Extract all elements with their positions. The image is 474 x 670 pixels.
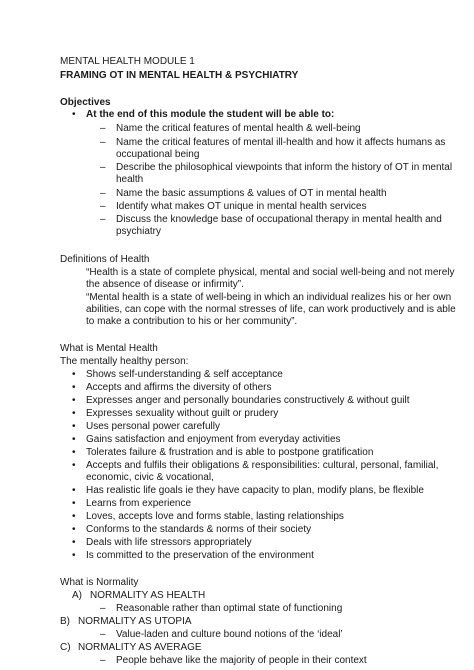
trait-item: Uses personal power carefully [86,421,220,432]
definition-line: to make a contribution to his or her community”. [86,316,298,327]
bullet-icon: • [72,485,76,496]
normality-label: NORMALITY AS AVERAGE [78,642,202,653]
trait-item: Expresses sexuality without guilt or prudery [86,408,279,419]
dash-icon: – [100,655,106,666]
bullet-icon: • [72,524,76,535]
objectives-heading: Objectives [60,97,111,108]
normality-marker: A) [72,590,82,601]
module-subtitle: FRAMING OT IN MENTAL HEALTH & PSYCHIATRY [60,70,299,81]
normality-sub: Reasonable rather than optimal state of functioning [116,603,343,614]
bullet-icon: • [72,537,76,548]
objective-item: Name the critical features of mental health & well-being [116,123,361,134]
definition-line: abilities, can cope with the normal stresses of life, can work productively and is able [86,304,456,315]
definition-line: the absence of disease or infirmity”. [86,279,244,290]
normality-label: NORMALITY AS HEALTH [90,590,206,601]
trait-item: Loves, accepts love and forms stable, lasting relationships [86,511,344,522]
objectives-lead: At the end of this module the student will be able to: [86,109,335,120]
dash-icon: – [100,629,106,640]
bullet-icon: • [72,109,76,120]
definitions-heading: Definitions of Health [60,254,150,265]
dash-icon: – [100,162,106,173]
trait-item: Learns from experience [86,498,192,509]
trait-item: Expresses anger and personally boundaries constructively & without guilt [86,395,410,406]
trait-item: Has realistic life goals ie they have capacity to plan, modify plans, be flexible [86,485,424,496]
trait-item: Accepts and affirms the diversity of others [86,382,272,393]
bullet-icon: • [72,460,76,471]
objective-item: Describe the philosophical viewpoints that inform the history of OT in mental [116,162,453,173]
trait-item: Is committed to the preservation of the environment [86,550,314,561]
bullet-icon: • [72,395,76,406]
bullet-icon: • [72,550,76,561]
objective-item: Name the basic assumptions & values of OT in mental health [116,188,387,199]
bullet-icon: • [72,447,76,458]
dash-icon: – [100,201,106,212]
bullet-icon: • [72,421,76,432]
trait-item: Deals with life stressors appropriately [86,537,252,548]
normality-sub: People behave like the majority of people in their context [116,655,367,666]
bullet-icon: • [72,498,76,509]
dash-icon: – [100,137,106,148]
trait-item: economic, civic & vocational, [86,472,214,483]
definition-line: “Mental health is a state of well-being in which an individual realizes his or her own [86,292,452,303]
normality-heading: What is Normality [60,577,139,588]
normality-marker: B) [60,616,70,627]
objective-item: Name the critical features of mental ill-health and how it affects humans as [116,137,446,148]
trait-item: Gains satisfaction and enjoyment from everyday activities [86,434,341,445]
module-title: MENTAL HEALTH MODULE 1 [60,56,195,67]
mental-health-lead: The mentally healthy person: [60,356,189,367]
trait-item: Shows self-understanding & self acceptance [86,369,283,380]
normality-sub: Value-laden and culture bound notions of the ‘ideal’ [116,629,343,640]
dash-icon: – [100,188,106,199]
bullet-icon: • [72,511,76,522]
objective-item: psychiatry [116,226,162,237]
objective-item: occupational being [116,149,200,160]
definition-line: “Health is a state of complete physical, mental and social well-being and not merely [86,267,455,278]
objective-item: health [116,174,144,185]
dash-icon: – [100,123,106,134]
bullet-icon: • [72,408,76,419]
dash-icon: – [100,603,106,614]
objective-item: Identify what makes OT unique in mental health services [116,201,367,212]
trait-item: Accepts and fulfils their obligations & responsibilities: cultural, personal, familial, [86,460,439,471]
normality-marker: C) [60,642,71,653]
trait-item: Conforms to the standards & norms of their society [86,524,312,535]
dash-icon: – [100,214,106,225]
trait-item: Tolerates failure & frustration and is able to postpone gratification [86,447,374,458]
bullet-icon: • [72,382,76,393]
bullet-icon: • [72,434,76,445]
mental-health-heading: What is Mental Health [60,343,158,354]
objective-item: Discuss the knowledge base of occupational therapy in mental health and [116,214,442,225]
normality-label: NORMALITY AS UTOPIA [78,616,192,627]
bullet-icon: • [72,369,76,380]
